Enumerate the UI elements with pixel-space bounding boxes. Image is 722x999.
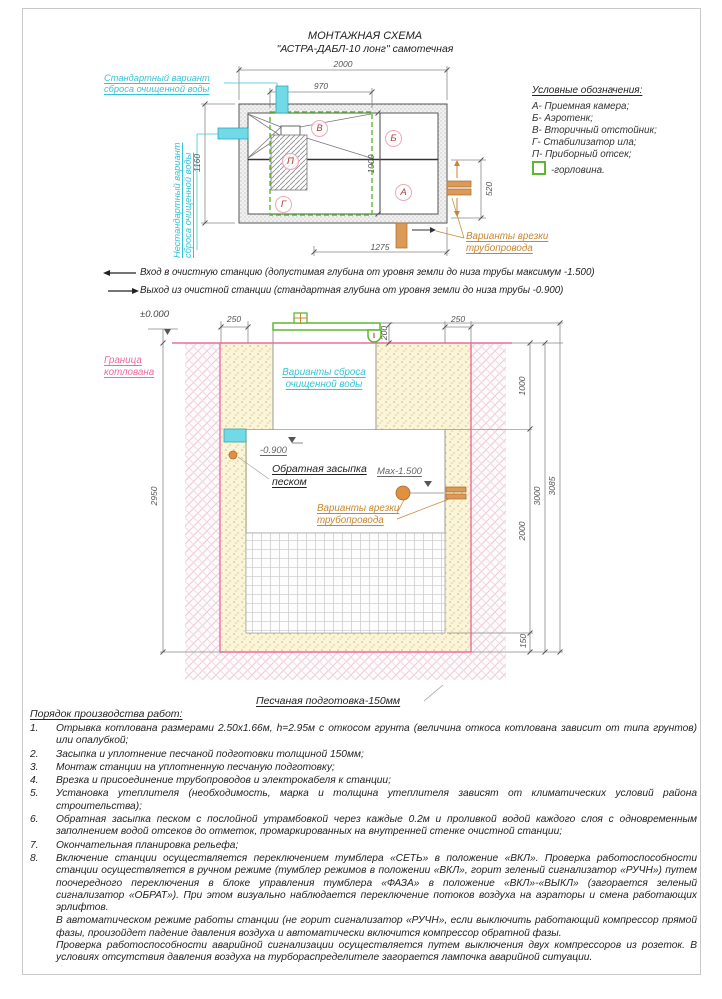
plan-compartment-p: П: [282, 153, 299, 170]
item-number: 5.: [30, 788, 39, 800]
gorlovina-swatch: [532, 161, 546, 175]
plan-compartment-b: Б: [385, 130, 402, 147]
page-title: МОНТАЖНАЯ СХЕМА: [307, 30, 423, 42]
item-text: Включение станции осуществляется переключением тумблера «СЕТЬ» в положение «ВКЛ». Проверка работоспособности станции осуществляется в ручном режиме (тумблер режимов в положении «ВКЛ», горит зеленый сигнализатор «РУЧН») путем поочередного переключения в блоке управления тумблера «ФАЗА» в положение «ВКЛ»-«ВЫКЛ» (загорается зеленый сигнализатор «ОБРАТ»). При этом визуально наблюдается переключение потоков воздуха на аэраторы и смена работающих эрлифтов.: [56, 852, 697, 914]
plan-label-pipe-variants: Варианты врезки трубопровода: [466, 231, 549, 254]
section-dim-1000: 1000: [517, 376, 527, 396]
work-order-block: [30, 708, 697, 965]
work-order-item: [30, 749, 697, 761]
item-text: Обратная засыпка песком с послойной утрамбовкой через каждые 0.2м и проливкой водой каждого слоя с одновременным заполнением водой отсеков до отметок, промаркированных на внутренней стенке очистной станции;: [56, 814, 697, 838]
item-text: Врезка и присоединение трубопроводов и электрокабеля к станции;: [56, 775, 391, 787]
plan-dim-1000: 1000: [366, 154, 376, 174]
section-label-pipe-variants: Варианты врезки трубопровода: [317, 503, 400, 526]
item-text: Отрывка котлована размерами 2.50х1.66м, h=2.95м с откосом грунта (величина откоса котлована зависит от типа грунтов) или опалубкой;: [56, 723, 697, 747]
note-outlet: Выход из очистной станции (стандартная глубина от уровня земли до низа трубы -0.900): [140, 285, 564, 296]
item-text: Засыпка и уплотнение песчаной подготовки толщиной 150мм;: [56, 748, 364, 760]
section-dim-250-left: 250: [226, 314, 242, 324]
section-dim-3085: 3085: [547, 476, 557, 496]
plan-dim-2000: 2000: [333, 59, 353, 69]
plan-outlet-pipe-top: [276, 86, 288, 113]
section-dim-200: 200: [379, 325, 389, 341]
section-caption-sand-bed: Песчаная подготовка-150мм: [256, 695, 401, 707]
section-level-0900: -0.900: [260, 445, 287, 456]
plan-label-standard-discharge: Стандартный вариант сброса очищенной воды: [104, 73, 210, 94]
plan-compartment-a: А: [395, 184, 412, 201]
work-order-item: [30, 775, 697, 787]
item-number: 1.: [30, 723, 39, 734]
work-order-paragraph: В автоматическом режиме работы станции (не горит сигнализатор «РУЧН», если выключить работающий компрессор прямой фазы, произойдет падение давления воздуха и автоматически включится компрессор обратной фазы.: [56, 915, 697, 939]
section-lid: [273, 323, 381, 342]
section-inlet-point: [396, 486, 410, 500]
item-number: 2.: [30, 748, 39, 760]
legend-title: Условные обозначения:: [532, 85, 643, 96]
plan-compartment-g: Г: [275, 196, 292, 213]
work-order-paragraph: Проверка работоспособности аварийной сигнализации осуществляется путем выключения двух компрессоров из розеток. В условиях отсутствия давления воздуха на турбораспределителе загорается лампочка аварийной ситуации.: [56, 940, 697, 964]
section-dim-2000: 2000: [517, 521, 527, 541]
section-outlet-pipe: [224, 429, 246, 442]
work-order-item: [30, 814, 697, 839]
item-text: Монтаж станции на уплотненную песчаную подготовку;: [56, 761, 335, 773]
legend-item-a: А- Приемная камера;: [532, 101, 630, 112]
legend-item-gorlovina: [532, 161, 605, 176]
work-order-item: [30, 840, 697, 852]
work-order-item: [30, 762, 697, 774]
section-outlet-point: [229, 451, 237, 459]
plan-inlet-pipe-right: [447, 181, 471, 195]
ground-hatch-bottom: [185, 652, 506, 680]
legend-item-g: Г- Стабилизатор ила;: [532, 137, 637, 148]
plan-dim-970: 970: [313, 81, 329, 91]
plan-dim-520: 520: [484, 181, 494, 197]
plan-dim-1160: 1160: [192, 153, 202, 173]
section-dim-150: 150: [518, 633, 528, 649]
legend-item-v: В- Вторичный отстойник;: [532, 125, 657, 136]
note-inlet: Вход в очистную станцию (допустимая глубина от уровня земли до низа трубы максимум -1.500): [140, 267, 595, 278]
page-subtitle: "АСТРА-ДАБЛ-10 лонг" самотечная: [276, 43, 454, 55]
work-order-item: [30, 788, 697, 813]
plan-label-nonstandard-discharge: Нестандартный вариант сброса очищенной воды: [172, 142, 193, 258]
legend-item-p: П- Приборный отсек;: [532, 149, 632, 160]
section-dim-3000: 3000: [532, 486, 542, 506]
section-dim-2950: 2950: [149, 486, 159, 506]
section-label-backfill: Обратная засыпка песком: [272, 463, 367, 488]
item-number: 4.: [30, 775, 39, 787]
station-rib-grid: [246, 533, 445, 633]
gorlovina-label: -горловина.: [551, 165, 605, 176]
section-dim-250-right: 250: [450, 314, 466, 324]
section-level-zero: ±0.000: [140, 309, 169, 320]
item-number: 8.: [30, 852, 39, 864]
plan-dim-1275: 1275: [370, 242, 390, 252]
ground-hatch-left: [185, 343, 220, 652]
note-arrows: [103, 270, 139, 294]
section-label-discharge-variants: Варианты сброса очищенной воды: [282, 367, 366, 390]
plan-outlet-pipe-left: [218, 128, 248, 139]
legend-item-b: Б- Аэротенк;: [532, 113, 593, 124]
item-text: Установка утеплителя (необходимость, марка и толщина утеплителя зависят от климатических условий района строительства);: [56, 788, 697, 812]
item-number: 6.: [30, 814, 39, 826]
work-order-title: Порядок производства работ:: [30, 708, 183, 720]
plan-compartment-v: В: [311, 120, 328, 137]
section-level-max: Max-1.500: [377, 466, 422, 477]
item-number: 3.: [30, 761, 39, 773]
work-order-item: [30, 723, 697, 748]
plan-view: [197, 66, 486, 256]
item-text: Окончательная планировка рельефа;: [56, 839, 239, 851]
ground-hatch-right: [471, 343, 506, 652]
work-order-item: [30, 853, 697, 914]
section-label-pit-boundary: Граница котлована: [104, 355, 155, 378]
item-number: 7.: [30, 839, 39, 851]
